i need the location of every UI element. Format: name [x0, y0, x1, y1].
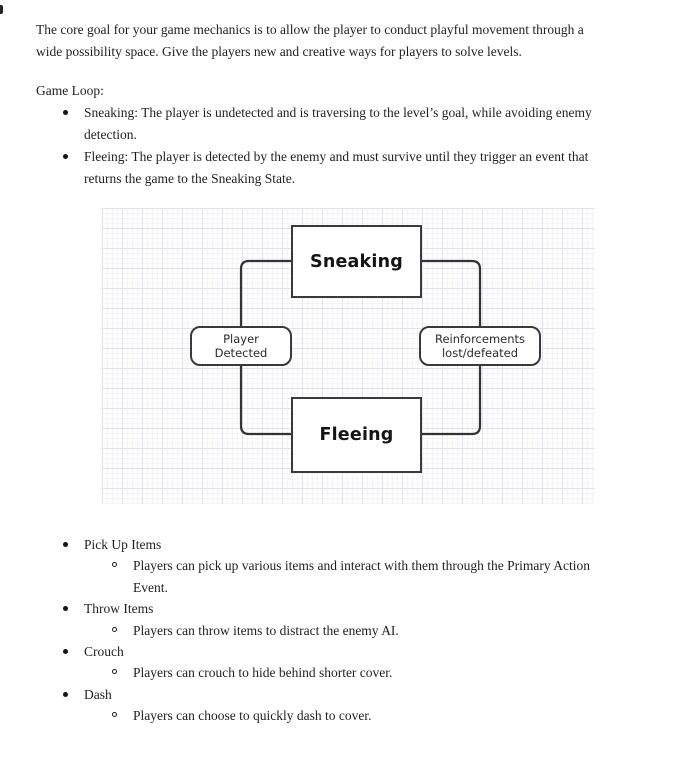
bullet-dot-icon: [63, 692, 68, 697]
mechanic-crouch-label: Crouch: [84, 644, 124, 660]
game-loop-diagram: [102, 208, 595, 504]
mechanic-dash-desc: Players can choose to quickly dash to cover.: [133, 708, 372, 724]
list-item: [36, 684, 676, 705]
node-sneaking-label: Sneaking: [310, 251, 403, 272]
bullet-dot-icon: [63, 606, 68, 611]
diagram-node-reinforcements: [419, 326, 541, 366]
mechanic-crouch-desc: Players can crouch to hide behind shorter cover.: [133, 665, 393, 681]
list-item: [36, 598, 676, 619]
game-loop-heading: Game Loop:: [36, 83, 104, 98]
list-item: [36, 620, 676, 641]
player-detected-line-2: Detected: [214, 346, 268, 360]
mechanic-throw-desc: Players can throw items to distract the enemy AI.: [133, 622, 399, 638]
bullet-circle-icon: [112, 627, 117, 632]
diagram-node-player-detected: [190, 326, 292, 366]
bullet-circle-icon: [112, 562, 117, 567]
node-fleeing-label: Fleeing: [319, 425, 394, 445]
diagram-node-sneaking: [291, 225, 422, 298]
list-item: [36, 146, 676, 168]
list-item: [36, 705, 676, 726]
bullet-sneaking-line-2: detection.: [84, 127, 137, 142]
list-item: [36, 641, 676, 662]
reinforcements-line-1: Reinforcements: [434, 332, 526, 346]
mechanic-throw-label: Throw Items: [84, 601, 154, 617]
list-item: [36, 102, 676, 124]
diagram-node-fleeing: [291, 397, 422, 473]
game-loop-list: [36, 102, 676, 190]
mechanic-pickup-desc-line-1: Players can pick up various items and interact with them through the Primary Action: [133, 558, 591, 574]
mechanics-list: [36, 534, 676, 727]
bullet-dot-icon: [63, 110, 68, 115]
mechanic-dash-label: Dash: [84, 686, 112, 702]
bullet-dot-icon: [63, 154, 68, 159]
bullet-dot-icon: [63, 649, 68, 654]
bullet-fleeing-line-1: Fleeing: The player is detected by the enemy and must survive until they trigger an event that: [84, 149, 589, 164]
mechanic-pickup-desc-line-2: Event.: [133, 579, 168, 595]
bullet-dot-icon: [63, 542, 68, 547]
player-detected-line-1: Player: [223, 332, 259, 346]
mechanic-pickup-label: Pick Up Items: [84, 537, 162, 552]
bullet-circle-icon: [112, 712, 117, 717]
bullet-circle-icon: [112, 669, 117, 674]
bullet-fleeing-line-2: returns the game to the Sneaking State.: [84, 171, 296, 186]
reinforcements-line-2: lost/defeated: [441, 346, 519, 360]
list-item: [36, 662, 676, 683]
list-item: [36, 555, 676, 576]
intro-line-1: The core goal for your game mechanics is to allow the player to conduct playful movement through a: [36, 22, 584, 37]
page-edge-artifact: [0, 5, 3, 14]
intro-line-2: wide possibility space. Give the players new and creative ways for players to solve levels.: [36, 44, 522, 59]
intro-paragraph: [36, 19, 666, 63]
bullet-sneaking-line-1: Sneaking: The player is undetected and is traversing to the level’s goal, while avoiding enemy: [84, 105, 592, 120]
list-item: [36, 534, 676, 555]
